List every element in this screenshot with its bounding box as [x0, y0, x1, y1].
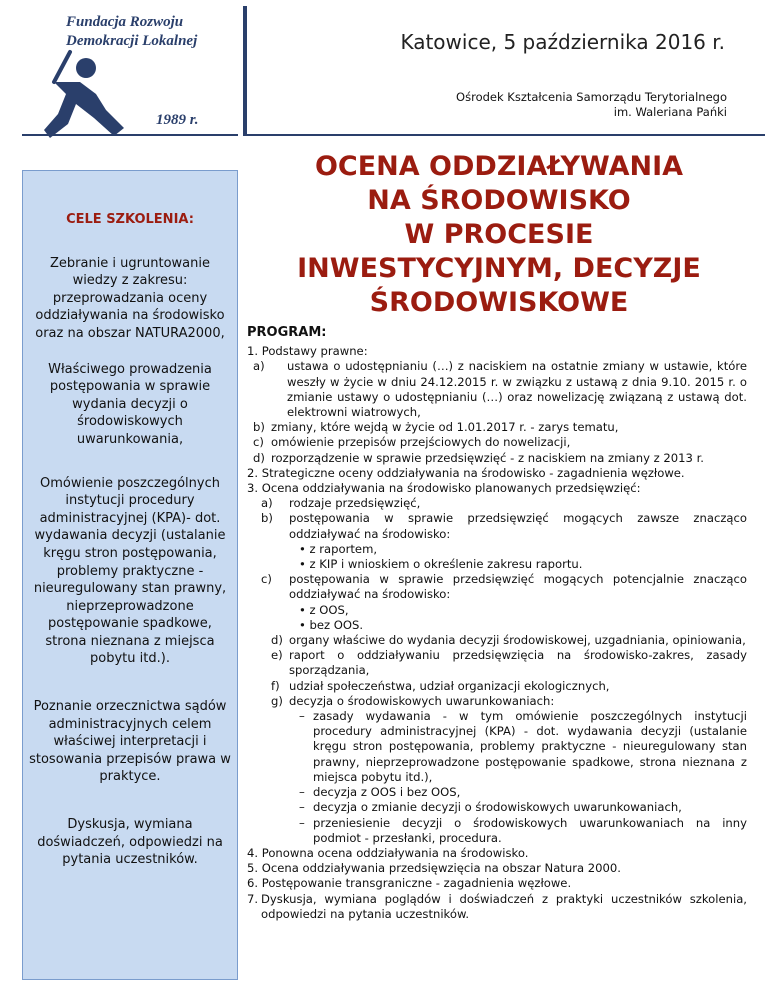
logo-line1: Fundacja Rozwoju: [66, 14, 184, 30]
program-item: 2. Strategiczne oceny oddziaływania na środowisko - zagadnienia węzłowe.: [247, 465, 685, 480]
program-subitem: e) raport o oddziaływaniu przedsięwzięcia na środowisko-zakres, zasady sporządzania,: [271, 648, 747, 678]
dash-item: – decyzja z OOS i bez OOS,: [299, 785, 461, 800]
main-title: [264, 150, 734, 320]
bullet-item: • bez OOS.: [299, 617, 364, 632]
program-item: 5. Ocena oddziaływania przedsięwzięcia na obszar Natura 2000.: [247, 861, 621, 876]
title-line5: ŚRODOWISKOWE: [369, 287, 629, 318]
header-box: [243, 6, 765, 136]
goals-sidebar: [22, 170, 238, 980]
bullet-item: • z OOS,: [299, 602, 349, 617]
title-line4: INWESTYCYJNYM, DECYZJE: [297, 253, 701, 284]
logo-year: 1989 r.: [156, 112, 199, 128]
goals-heading: CELE SZKOLENIA:: [66, 212, 194, 227]
program-item: 3. Ocena oddziaływania na środowisko planowanych przedsięwzięć:: [247, 481, 641, 496]
logo-figure-icon: [40, 48, 130, 140]
program-subitem: b) zmiany, które wejdą w życie od 1.01.2017 r. - zarys tematu,: [253, 420, 619, 435]
bullet-item: • z KIP i wnioskiem o określenie zakresu raportu.: [299, 557, 583, 572]
goal-1: Zebranie i ugruntowanie wiedzy z zakresu: przeprowadzania oceny oddziaływania na środowisko oraz na obszar NATURA2000,: [35, 255, 225, 341]
title-line3: W PROCESIE: [404, 219, 594, 250]
program-item: 1. Podstawy prawne:: [247, 344, 368, 359]
dash-item: – przeniesienie decyzji o środowiskowych uwarunkowaniach na inny podmiot - przesłanki, procedura.: [299, 815, 747, 845]
dash-item: – decyzja o zmianie decyzji o środowiskowych uwarunkowaniach,: [299, 800, 682, 815]
program-subitem: d) organy właściwe do wydania decyzji środowiskowej, uzgadniania, opiniowania,: [271, 633, 746, 648]
program-subitem: g) decyzja o środowiskowych uwarunkowaniach:: [271, 693, 555, 708]
logo-line2: Demokracji Lokalnej: [66, 33, 198, 49]
program-subitem: c) omówienie przepisów przejściowych do nowelizacji,: [253, 435, 571, 450]
goal-2: Właściwego prowadzenia postępowania w sprawie wydania decyzji o środowiskowych uwarunkowania,: [48, 361, 212, 447]
program-heading: PROGRAM:: [247, 325, 327, 340]
date: Katowice, 5 października 2016 r.: [400, 30, 725, 54]
goal-3: Omówienie poszczególnych instytucji procedury administracyjnej (KPA)- dot. wydawania decyzji (ustalanie kręgu stron postępowania, problemy praktyczne - nieuregulowany stan prawny, nieprzeprowadzone postępowanie spadkowe, strona nieznana z miejsca pobytu itd.).: [33, 475, 227, 667]
program-subitem: c) postępowania w sprawie przedsięwzięć mogących potencjalnie znacząco oddziaływać na środowisko:: [261, 572, 747, 602]
program-item: 4. Ponowna ocena oddziaływania na środowisko.: [247, 845, 529, 860]
program-subitem: b) postępowania w sprawie przedsięwzięć mogących zawsze znacząco oddziaływać na środowisko:: [261, 511, 747, 541]
program-subitem: a) ustawa o udostępnianiu (…) z naciskiem na ostatnie zmiany w ustawie, które weszły w życie w dniu 24.12.2015 r. w związku z ustawą z dnia 9.10. 2015 r. o zmianie ustawy o udostępnianiu (…) oraz nowelizację związaną z ustawą dot. elektrowni wiatrowych,: [253, 359, 747, 420]
bullet-item: • z raportem,: [299, 541, 378, 556]
program: [247, 325, 747, 922]
logo-text: [66, 13, 197, 51]
title-line2: NA ŚRODOWISKO: [367, 185, 631, 216]
org-line2: im. Waleriana Pańki: [613, 105, 727, 119]
program-subitem: a) rodzaje przedsięwzięć,: [261, 496, 421, 511]
program-item: 6. Postępowanie transgraniczne - zagadnienia węzłowe.: [247, 876, 572, 891]
program-subitem: f) udział społeczeństwa, udział organizacji ekologicznych,: [271, 678, 610, 693]
program-subitem: d) rozporządzenie w sprawie przedsięwzięć - z naciskiem na zmiany z 2013 r.: [253, 450, 704, 465]
goal-5: Dyskusja, wymiana doświadczeń, odpowiedzi na pytania uczestników.: [37, 817, 223, 868]
dash-item: – zasady wydawania - w tym omówienie poszczególnych instytucji procedury administracyjnej (KPA) - dot. wydawania decyzji (ustalanie kręgu stron postępowania, problemy praktyczne - nieuregulowany stan prawny, nieprzeprowadzone postępowanie spadkowe, strona nieznana z miejsca pobytu itd.),: [299, 709, 747, 784]
program-item: 7. Dyskusja, wymiana poglądów i doświadczeń z praktyki uczestników szkolenia, odpowiedzi na pytania uczestników.: [247, 891, 747, 921]
logo-divider: [22, 134, 238, 136]
org-line1: Ośrodek Kształcenia Samorządu Terytorialnego: [456, 90, 727, 104]
goal-4: Poznanie orzecznictwa sądów administracyjnych celem właściwej interpretacji i stosowania przepisów prawa w praktyce.: [29, 699, 231, 785]
title-line1: OCENA ODDZIAŁYWANIA: [314, 151, 684, 182]
